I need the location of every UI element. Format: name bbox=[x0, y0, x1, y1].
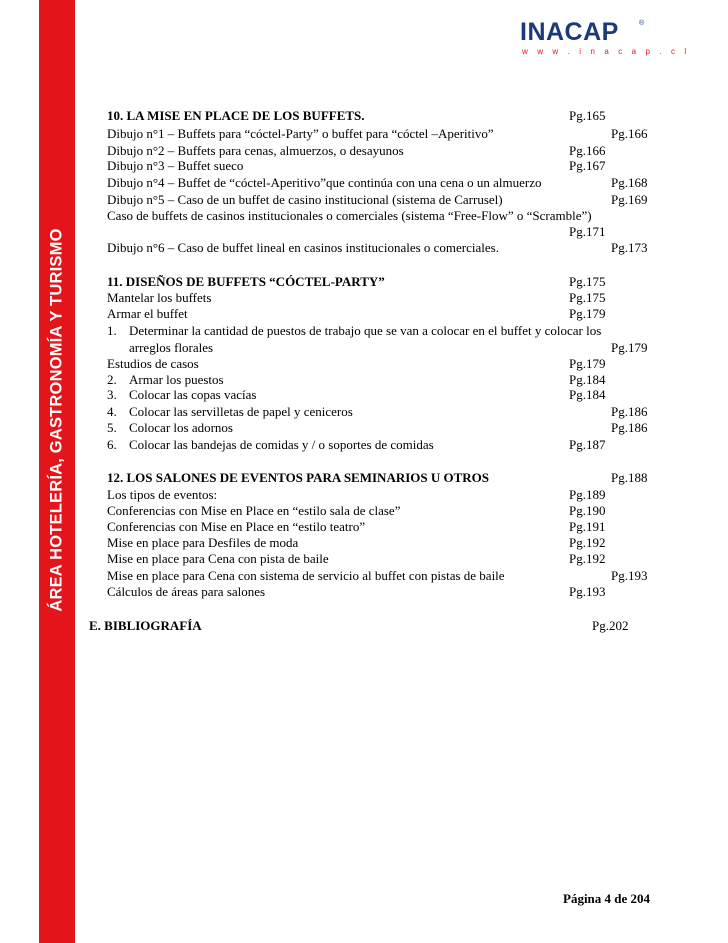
registered-mark-icon: ® bbox=[639, 20, 645, 27]
toc-entry: Dibujo n°2 – Buffets para cenas, almuerzos, o desayunos bbox=[107, 143, 404, 158]
list-item-text: Determinar la cantidad de puestos de trabajo que se van a colocar en el buffet y colocar los bbox=[129, 323, 602, 338]
toc-entry: Caso de buffets de casinos institucionales o comerciales (sistema “Free-Flow” o “Scramble”) bbox=[107, 208, 592, 223]
section-11-page: Pg.175 bbox=[569, 274, 606, 289]
toc-entry-page: Pg.169 bbox=[611, 192, 648, 207]
list-item-text: Colocar las copas vacías bbox=[129, 387, 257, 402]
toc-entry: Dibujo n°3 – Buffet sueco bbox=[107, 158, 244, 173]
toc-entry: Mise en place para Cena con sistema de servicio al buffet con pistas de baile bbox=[107, 568, 505, 583]
list-item-text: Colocar las bandejas de comidas y / o soportes de comidas bbox=[129, 437, 434, 452]
section-12-title: 12. LOS SALONES DE EVENTOS PARA SEMINARIOS U OTROS bbox=[107, 470, 490, 485]
inacap-logo bbox=[520, 18, 690, 58]
toc-list-item bbox=[107, 437, 434, 452]
toc-entry-page: Pg.166 bbox=[569, 143, 606, 158]
toc-entry: Dibujo n°6 – Caso de buffet lineal en casinos institucionales o comerciales. bbox=[107, 240, 499, 255]
toc-list-item bbox=[107, 404, 353, 419]
section-12-page: Pg.188 bbox=[611, 470, 648, 485]
toc-entry-page: Pg.186 bbox=[611, 420, 648, 435]
toc-entry-page: Pg.192 bbox=[569, 551, 606, 566]
toc-entry: Dibujo n°4 – Buffet de “cóctel-Aperitivo”que continúa con una cena o un almuerzo bbox=[107, 175, 542, 190]
toc-entry-page: Pg.191 bbox=[569, 519, 606, 534]
logo-url: w w w . i n a c a p . c l bbox=[522, 47, 690, 56]
toc-entry: Los tipos de eventos: bbox=[107, 487, 218, 502]
toc-entry-page: Pg.166 bbox=[611, 126, 648, 141]
toc-entry-page: Pg.189 bbox=[569, 487, 606, 502]
section-10-page: Pg.165 bbox=[569, 108, 606, 123]
toc-list-item bbox=[107, 372, 224, 387]
section-11-title: 11. DISEÑOS DE BUFFETS “CÓCTEL-PARTY” bbox=[107, 274, 385, 289]
toc-entry: Conferencias con Mise en Place en “estilo sala de clase” bbox=[107, 503, 401, 518]
bibliography-page: Pg.202 bbox=[592, 618, 629, 633]
toc-list-item bbox=[107, 323, 601, 338]
list-number: 2. bbox=[107, 372, 117, 387]
toc-entry-page: Pg.192 bbox=[569, 535, 606, 550]
toc-entry-page: Pg.186 bbox=[611, 404, 648, 419]
toc-entry: Conferencias con Mise en Place en “estilo teatro” bbox=[107, 519, 366, 534]
toc-entry-page: Pg.168 bbox=[611, 175, 648, 190]
list-number: 3. bbox=[107, 387, 117, 402]
list-item-text: Colocar las servilletas de papel y ceniceros bbox=[129, 404, 353, 419]
list-number: 6. bbox=[107, 437, 117, 452]
toc-list-item bbox=[107, 387, 256, 402]
list-number: 5. bbox=[107, 420, 117, 435]
toc-entry-page: Pg.179 bbox=[569, 356, 606, 371]
toc-entry-page: Pg.179 bbox=[611, 340, 648, 355]
toc-entry: Cálculos de áreas para salones bbox=[107, 584, 266, 599]
toc-entry-page: Pg.175 bbox=[569, 290, 606, 305]
list-number: 1. bbox=[107, 323, 117, 338]
bibliography-title: E. BIBLIOGRAFÍA bbox=[89, 618, 202, 633]
toc-entry-page: Pg.167 bbox=[569, 158, 606, 173]
section-10-title: 10. LA MISE EN PLACE DE LOS BUFFETS. bbox=[107, 108, 365, 123]
sidebar-label: ÁREA HOTELERÍA, GASTRONOMÍA Y TURISMO bbox=[47, 228, 66, 612]
toc-entry-page: Pg.184 bbox=[569, 372, 606, 387]
logo-wordmark: INACAP bbox=[520, 18, 619, 46]
toc-entry: Estudios de casos bbox=[107, 356, 199, 371]
toc-entry-page: Pg.173 bbox=[611, 240, 648, 255]
toc-list-item bbox=[107, 420, 233, 435]
toc-entry: Mise en place para Desfiles de moda bbox=[107, 535, 299, 550]
toc-entry: Dibujo n°1 – Buffets para “cóctel-Party” o buffet para “cóctel –Aperitivo” bbox=[107, 126, 494, 141]
toc-entry-page: Pg.184 bbox=[569, 387, 606, 402]
toc-entry: Mantelar los buffets bbox=[107, 290, 212, 305]
toc-entry-page: Pg.187 bbox=[569, 437, 606, 452]
list-item-text: Armar los puestos bbox=[129, 372, 224, 387]
toc-entry-page: Pg.171 bbox=[569, 224, 606, 239]
toc-entry: Armar el buffet bbox=[107, 306, 188, 321]
toc-entry-page: Pg.193 bbox=[569, 584, 606, 599]
list-number: 4. bbox=[107, 404, 117, 419]
toc-entry-page: Pg.179 bbox=[569, 306, 606, 321]
toc-entry-page: Pg.193 bbox=[611, 568, 648, 583]
list-item-continuation: arreglos florales bbox=[129, 340, 214, 355]
page-footer: Página 4 de 204 bbox=[563, 891, 651, 906]
toc-entry: Mise en place para Cena con pista de baile bbox=[107, 551, 329, 566]
list-item-text: Colocar los adornos bbox=[129, 420, 233, 435]
toc-entry-page: Pg.190 bbox=[569, 503, 606, 518]
toc-entry: Dibujo n°5 – Caso de un buffet de casino institucional (sistema de Carrusel) bbox=[107, 192, 503, 207]
